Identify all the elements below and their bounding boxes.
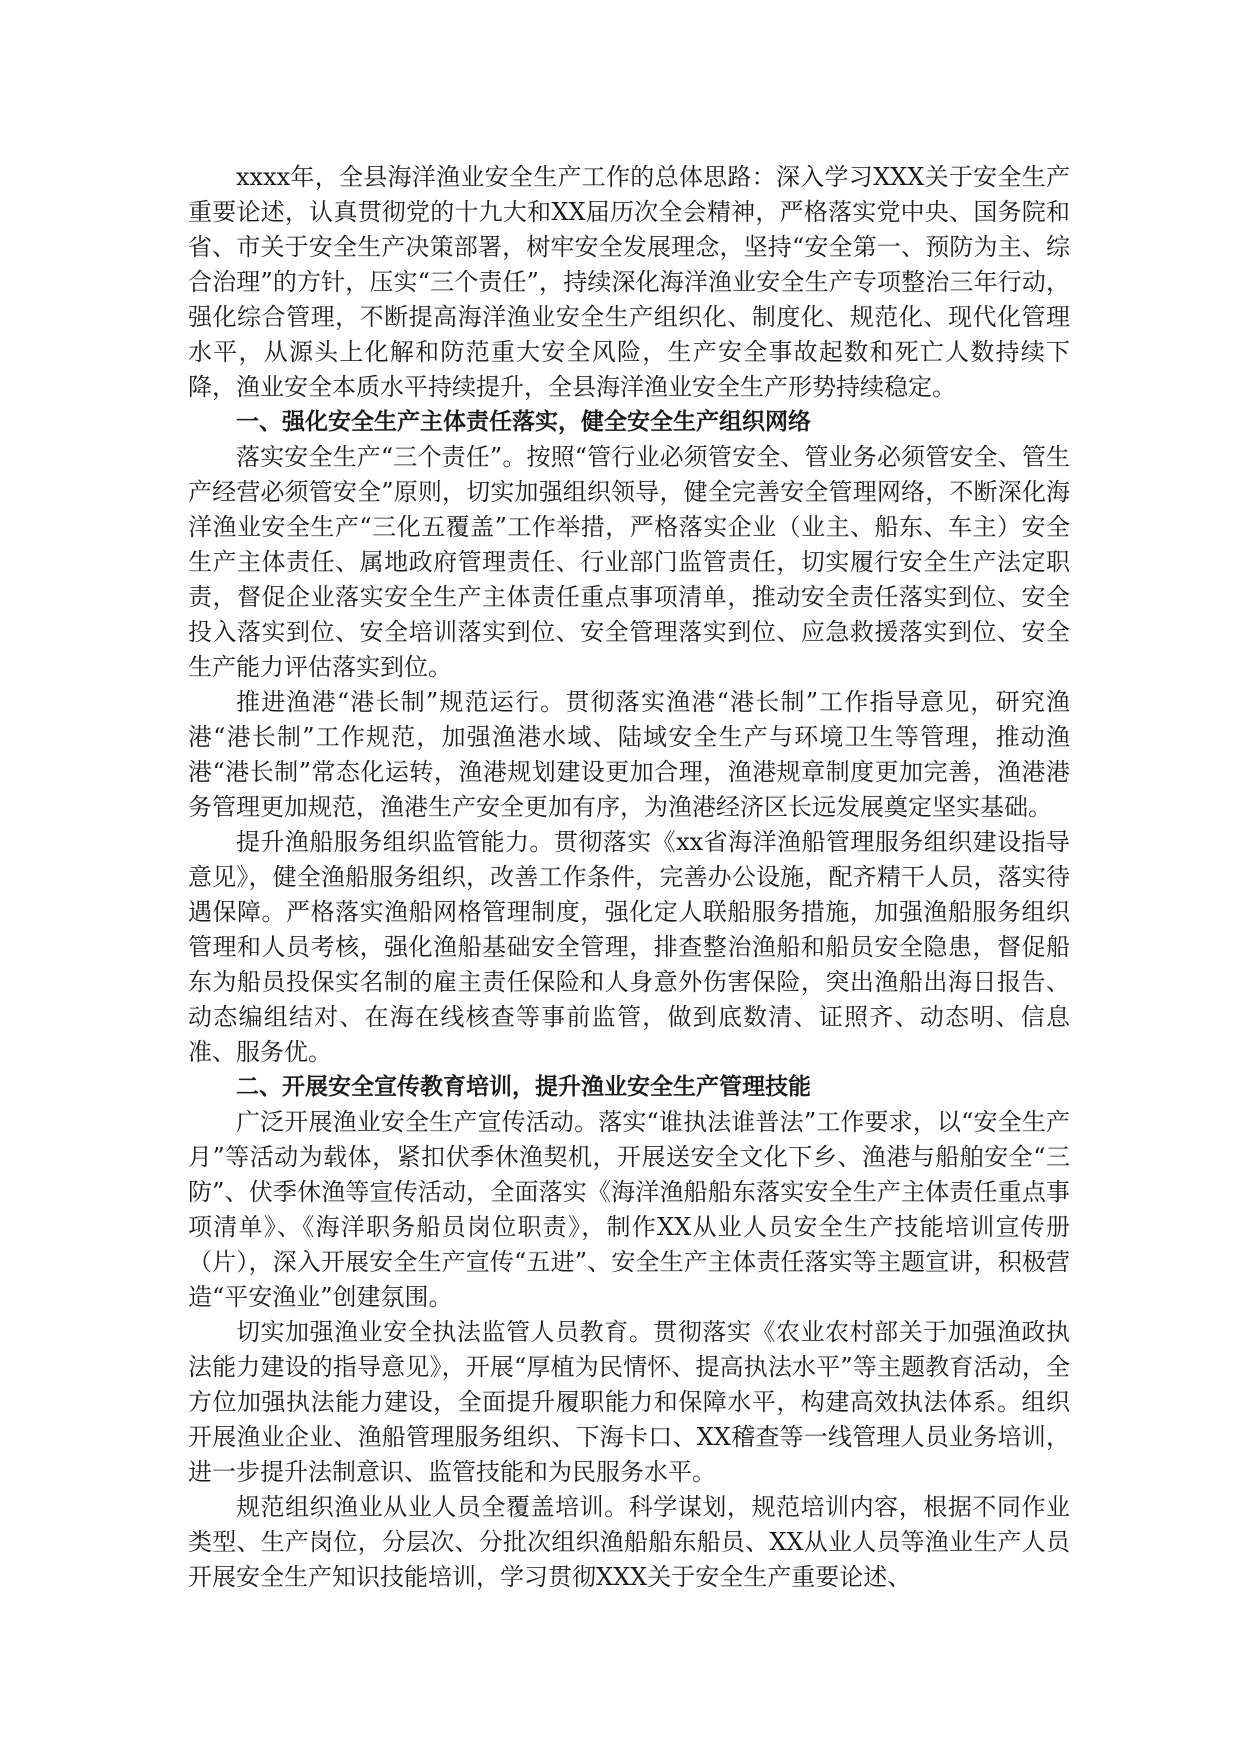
paragraph-vessel-service-supervision: 提升渔船服务组织监管能力。贯彻落实《xx省海洋渔船管理服务组织建设指导意见》，健全渔船服务组织，改善工作条件，完善办公设施，配齐精干人员，落实待遇保障。严格落实渔船网格管理制度，强化定人联船服务措施，加强渔船服务组织管理和人员考核，强化渔船基础安全管理，排查整治渔船和船员安全隐患，督促船东为船员投保实名制的雇主责任保险和人身意外伤害保险，突出渔船出海日报告、动态编组结对、在海在线核查等事前监管，做到底数清、证照齐、动态明、信息准、服务优。 (188, 828, 1070, 1066)
section-heading-2: 二、开展安全宣传教育培训，提升渔业安全生产管理技能 (236, 1074, 811, 1100)
document-page (188, 160, 1070, 1595)
section-heading-1: 一、强化安全生产主体责任落实，健全安全生产组织网络 (236, 409, 811, 435)
intro-paragraph: xxxx年，全县海洋渔业安全生产工作的总体思路：深入学习XXX关于安全生产重要论述，认真贯彻党的十九大和XX届历次全会精神，严格落实党中央、国务院和省、市关于安全生产决策部署，树牢安全发展理念，坚持“安全第一、预防为主、综合治理”的方针，压实“三个责任”，持续深化海洋渔业安全生产专项整治三年行动，强化综合管理，不断提高海洋渔业安全生产组织化、制度化、规范化、现代化管理水平，从源头上化解和防范重大安全风险，生产安全事故起数和死亡人数持续下降，渔业安全本质水平持续提升，全县海洋渔业安全生产形势持续稳定。 (188, 163, 1070, 401)
paragraph-three-responsibilities: 落实安全生产“三个责任”。按照“管行业必须管安全、管业务必须管安全、管生产经营必须管安全”原则，切实加强组织领导，健全完善安全管理网络，不断深化海洋渔业安全生产“三化五覆盖”工作举措，严格落实企业（业主、船东、车主）安全生产主体责任、属地政府管理责任、行业部门监管责任，切实履行安全生产法定职责，督促企业落实安全生产主体责任重点事项清单，推动安全责任落实到位、安全投入落实到位、安全培训落实到位、安全管理落实到位、应急救援落实到位、安全生产能力评估落实到位。 (188, 443, 1070, 681)
paragraph-practitioner-training: 规范组织渔业从业人员全覆盖培训。科学谋划，规范培训内容，根据不同作业类型、生产岗位，分层次、分批次组织渔船船东船员、XX从业人员等渔业生产人员开展安全生产知识技能培训，学习贯彻XXX关于安全生产重要论述、 (188, 1493, 1070, 1591)
paragraph-safety-publicity: 广泛开展渔业安全生产宣传活动。落实“谁执法谁普法”工作要求，以“安全生产月”等活动为载体，紧扣伏季休渔契机，开展送安全文化下乡、渔港与船舶安全“三防”、伏季休渔等宣传活动，全面落实《海洋渔船船东落实安全生产主体责任重点事项清单》、《海洋职务船员岗位职责》，制作XX从业人员安全生产技能培训宣传册（片），深入开展安全生产宣传“五进”、安全生产主体责任落实等主题宣讲，积极营造“平安渔业”创建氛围。 (188, 1108, 1070, 1311)
paragraph-port-chief-system: 推进渔港“港长制”规范运行。贯彻落实渔港“港长制”工作指导意见，研究渔港“港长制”工作规范，加强渔港水域、陆域安全生产与环境卫生等管理，推动渔港“港长制”常态化运转，渔港规划建设更加合理，渔港规章制度更加完善，渔港港务管理更加规范，渔港生产安全更加有序，为渔港经济区长远发展奠定坚实基础。 (188, 688, 1070, 821)
paragraph-enforcement-education: 切实加强渔业安全执法监管人员教育。贯彻落实《农业农村部关于加强渔政执法能力建设的指导意见》，开展“厚植为民情怀、提高执法水平”等主题教育活动，全方位加强执法能力建设，全面提升履职能力和保障水平，构建高效执法体系。组织开展渔业企业、渔船管理服务组织、下海卡口、XX稽查等一线管理人员业务培训，进一步提升法制意识、监管技能和为民服务水平。 (188, 1318, 1070, 1486)
